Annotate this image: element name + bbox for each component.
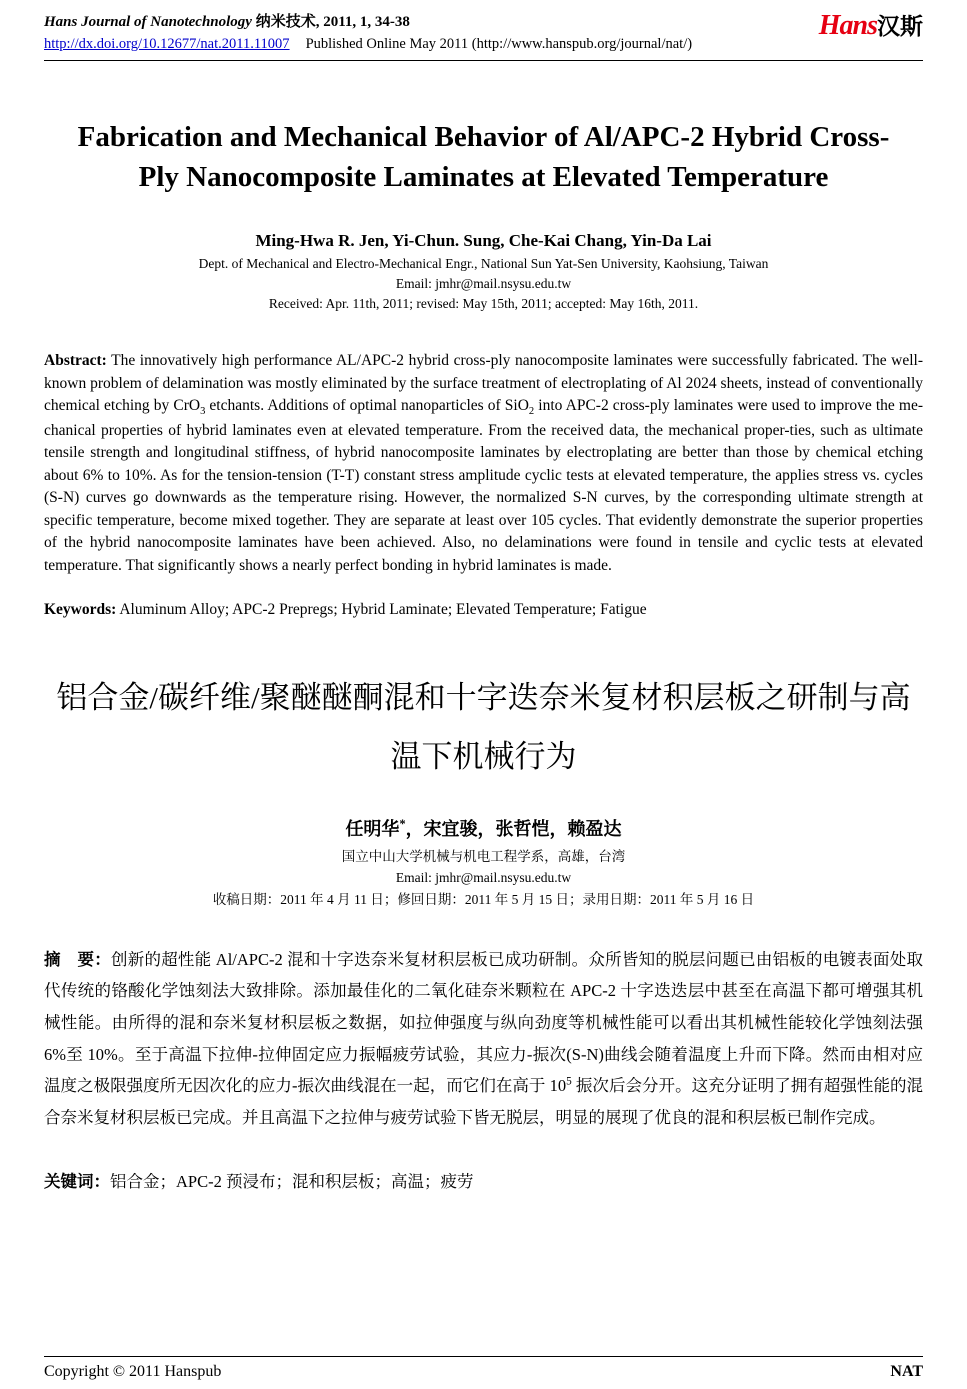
chinese-abstract-label: 摘 要： bbox=[44, 949, 111, 969]
abstract-paragraph bbox=[44, 350, 923, 577]
chinese-email-line: Email: jmhr@mail.nsysu.edu.tw bbox=[395, 870, 572, 886]
journal-header-block bbox=[44, 10, 692, 53]
paper-meta bbox=[44, 255, 923, 312]
chinese-dates-line: 收稿日期：2011 年 4 月 11 日；修回日期：2011 年 5 月 15 日；录用日期：2011 年 5 月 16 日 bbox=[212, 891, 755, 907]
page-footer bbox=[44, 1356, 923, 1381]
footer-row bbox=[44, 1363, 923, 1381]
journal-line bbox=[44, 10, 692, 31]
doi-link[interactable]: http://dx.doi.org/10.12677/nat.2011.11007 bbox=[44, 36, 290, 52]
page-header bbox=[44, 10, 923, 53]
hans-logo-chinese: 汉斯 bbox=[877, 13, 923, 39]
hans-logo-wordmark: Hans bbox=[818, 10, 877, 41]
hans-logo bbox=[819, 12, 923, 40]
chinese-keywords-text: 铝合金；APC-2 预浸布；混和积层板；高温；疲劳 bbox=[110, 1171, 474, 1191]
chinese-abstract-paragraph bbox=[44, 944, 923, 1134]
abstract-text: The innovatively high performance AL/APC-2 hybrid cross-ply nanocomposite laminates were successfully fabricated. The well-known problem of delamination was mostly eliminated by the surface treatment of electroplating of Al 2024 sheets, instead of conventionally chemical etching by CrO$_3$ etchants. Additions of optimal nanoparticles of SiO$_2$ into APC-2 cross-ply laminates were used to improve the me-chanical properties of hybrid laminates even at elevated temperature. From the received data, the mechanical proper-ties, such as ultimate tensile strength and longitudinal stiffness, of hybrid nanocomposite laminates by electroplating are better than those by chemical etching about 6% to 10%. As for the tension-tension (T-T) constant stress amplitude cyclic tests at elevated temperature, the applies stress vs. cycles (S-N) curves go downwards as the temperature rising. However, the normalized S-N curves, by the corresponding ultimate strength at specific temperature, become mixed together. They are separate at least over 105 cycles. That evidently demonstrate the superior properties of the hybrid nanocomposite laminates have been achieved. Also, no delaminations were found in tensile and cyclic tests at elevated temperature. That significantly shows a nearly perfect bonding in hybrid laminates is made. bbox=[44, 352, 923, 574]
published-online-text: Published Online May 2011 (http://www.hanspub.org/journal/nat/) bbox=[305, 36, 693, 52]
journal-issue-info: 纳米技术, 2011, 1, 34-38 bbox=[251, 14, 410, 30]
email-line: Email: jmhr@mail.nsysu.edu.tw bbox=[395, 275, 572, 291]
chinese-title: 铝合金/碳纤维/聚醚醚酮混和十字迭奈米复材积层板之研制与高温下机械行为 bbox=[56, 680, 911, 774]
journal-name: Hans Journal of Nanotechnology bbox=[44, 14, 252, 30]
affiliation-line: Dept. of Mechanical and Electro-Mechanical Engr., National Sun Yat-Sen University, Kaohsiung, Taiwan bbox=[198, 256, 769, 272]
keywords-label: Keywords: bbox=[44, 601, 117, 619]
footer-divider bbox=[44, 1356, 923, 1357]
authors-line: Ming-Hwa R. Jen, Yi-Chun. Sung, Che-Kai Chang, Yin-Da Lai bbox=[255, 231, 712, 251]
keywords-paragraph bbox=[44, 601, 923, 619]
received-line: Received: Apr. 11th, 2011; revised: May 15th, 2011; accepted: May 16th, 2011. bbox=[268, 295, 699, 311]
chinese-keywords-label: 关键词： bbox=[44, 1171, 110, 1191]
journal-abbreviation: NAT bbox=[890, 1363, 923, 1380]
header-divider bbox=[44, 60, 923, 61]
chinese-authors-line: 任明华*，宋宜骏，张哲恺，赖盈达 bbox=[345, 816, 622, 839]
abstract-label: Abstract: bbox=[44, 352, 107, 370]
chinese-abstract-text: 创新的超性能 Al/APC-2 混和十字迭奈米复材积层板已成功研制。众所皆知的脱层问题已由铝板的电镀表面处取代传统的铬酸化学蚀刻法大致排除。添加最佳化的二氧化硅奈米颗粒在 APC-2 十字迭迭层中甚至在高温下都可增强其机械性能。由所得的混和奈米复材积层板之数据，如拉伸强度与纵向劲度等机械性能可以看出其机械性能较化学蚀刻法强 6%至 10%。至于高温下拉伸-拉伸固定应力振幅疲劳试验，其应力-振次(S-N)曲线会随着温度上升而下降。然而由相对应温度之极限强度所无因次化的应力-振次曲线混在一起，而它们在高于 $10^5$ 振次后会分开。这充分证明了拥有超强性能的混合奈米复材积层板已完成。并且高温下之拉伸与疲劳试验下皆无脱层，明显的展现了优良的混和积层板已制作完成。 bbox=[44, 949, 924, 1127]
chinese-paper-meta bbox=[44, 847, 923, 910]
doi-line bbox=[44, 36, 692, 53]
copyright-text: Copyright © 2011 Hanspub bbox=[44, 1363, 222, 1380]
paper-title: Fabrication and Mechanical Behavior of Al/APC-2 Hybrid Cross-Ply Nanocomposite Laminates at Elevated Temperature bbox=[77, 121, 890, 194]
keywords-text: Aluminum Alloy; APC-2 Prepregs; Hybrid Laminate; Elevated Temperature; Fatigue bbox=[116, 601, 647, 619]
chinese-keywords-paragraph bbox=[44, 1168, 923, 1192]
chinese-affiliation-line: 国立中山大学机械与机电工程学系，高雄，台湾 bbox=[341, 848, 626, 864]
